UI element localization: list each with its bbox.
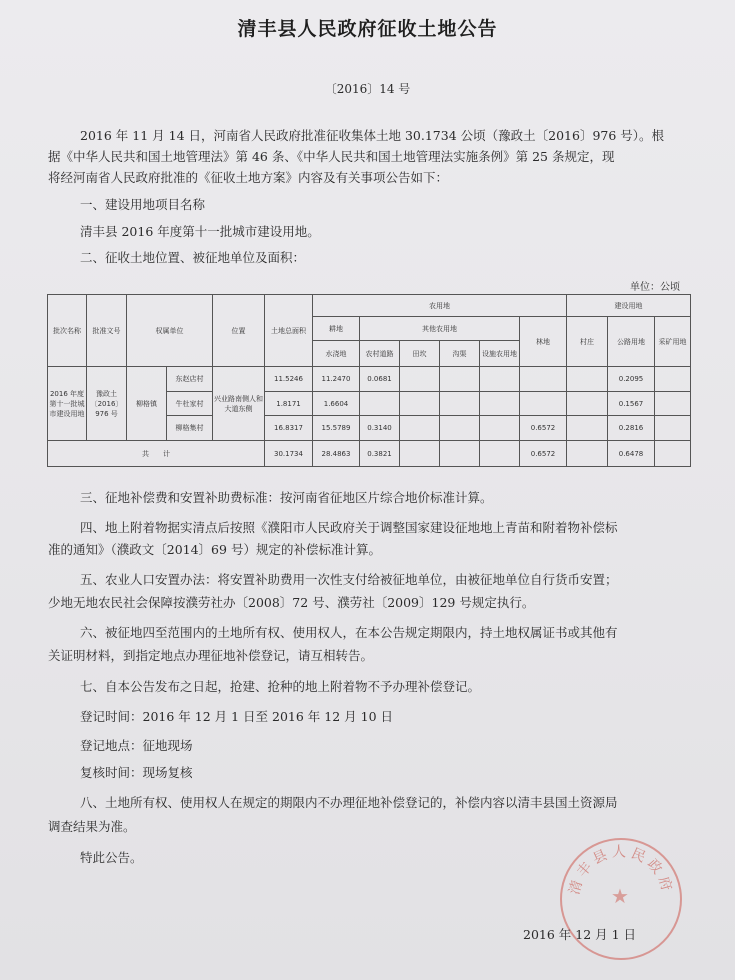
cell-village-land [567,367,608,392]
cell-highway: 0.1567 [608,392,655,416]
cell-highway: 0.6478 [608,441,655,467]
cell-irrigated: 1.6604 [313,392,360,416]
document-title: 清丰县人民政府征收土地公告 [237,18,498,40]
cell-highway: 0.2816 [608,416,655,441]
cell-ditch [440,367,480,392]
header-forest: 林地 [520,317,567,367]
cell-field-ridge [400,367,440,392]
header-row-1 [48,295,691,317]
header-owner: 权属单位 [127,295,213,367]
cell-forest: 0.6572 [520,441,567,467]
cell-rural-road: 0.3821 [360,441,400,467]
header-field-ridge: 田坎 [400,341,440,367]
cell-mining [655,392,691,416]
review-time: 复核时间：现场复核 [80,765,193,780]
cell-facility-farm [480,416,520,441]
land-table [47,294,691,467]
header-farmland: 农用地 [313,295,567,317]
cell-mining [655,441,691,467]
cell-field-ridge [400,441,440,467]
header-irrigated: 水浇地 [313,341,360,367]
cell-forest [520,392,567,416]
cell-mining [655,367,691,392]
cell-village: 牛杜家村 [167,392,213,416]
section-6-line-1: 六、被征地四至范围内的土地所有权、使用权人，在本公告规定期限内，持土地权属证书或其他有 [80,625,618,640]
cell-rural-road [360,392,400,416]
cell-location: 兴业路南侧人和大道东侧 [213,367,265,441]
section-8-line-1: 八、土地所有权、使用权人在规定的期限内不办理征地补偿登记的，补偿内容以清丰县国土资源局 [80,795,618,810]
header-cultivated: 耕地 [313,317,360,341]
cell-village-land [567,441,608,467]
intro-line-1: 2016 年 11 月 14 日，河南省人民政府批准征收集体土地 30.1734 公顷（豫政土〔2016〕976 号）。根 [80,128,665,143]
header-facility-farm: 设施农用地 [480,341,520,367]
header-location: 位置 [213,295,265,367]
section-7: 七、自本公告发布之日起，抢建、抢种的地上附着物不予办理补偿登记。 [80,679,481,694]
seal-star-icon: ★ [611,884,629,908]
header-highway: 公路用地 [608,317,655,367]
section-4-line-2: 准的通知》（濮政文〔2014〕69 号）规定的补偿标准计算。 [48,542,381,557]
cell-irrigated: 11.2470 [313,367,360,392]
cell-total: 16.8317 [265,416,313,441]
registration-place: 登记地点：征地现场 [80,738,193,753]
section-4-line-1: 四、地上附着物据实清点后按照《濮阳市人民政府关于调整国家建设征地地上青苗和附着物补偿标 [80,520,618,535]
registration-time: 登记时间：2016 年 12 月 1 日至 2016 年 12 月 10 日 [80,709,394,724]
intro-line-2: 据《中华人民共和国土地管理法》第 46 条、《中华人民共和国土地管理法实施条例》第 25 条规定，现 [48,149,615,164]
cell-total-label: 共 计 [48,441,265,467]
cell-field-ridge [400,392,440,416]
section-5-line-2: 少地无地农民社会保障按濮劳社办〔2008〕72 号、濮劳社〔2009〕129 号规定执行。 [48,595,535,610]
section-8-line-2: 调查结果为准。 [48,819,136,834]
cell-rural-road: 0.3140 [360,416,400,441]
cell-total: 1.8171 [265,392,313,416]
header-total-area: 土地总面积 [265,295,313,367]
cell-field-ridge [400,416,440,441]
unit-label: 单位：公顷 [630,282,680,293]
cell-batch: 2016 年度第十一批城市建设用地 [48,367,87,441]
cell-irrigated: 28.4863 [313,441,360,467]
section-2-heading: 二、征收土地位置、被征地单位及面积： [80,250,306,265]
cell-forest [520,367,567,392]
cell-total: 30.1734 [265,441,313,467]
cell-total: 11.5246 [265,367,313,392]
seal-text: 清丰县人民政府 [566,844,676,897]
header-other-farm: 其他农用地 [360,317,520,341]
cell-mining [655,416,691,441]
cell-ditch [440,441,480,467]
cell-approval: 豫政土〔2016〕976 号 [87,367,127,441]
cell-facility-farm [480,367,520,392]
intro-line-3: 将经河南省人民政府批准的《征收土地方案》内容及有关事项公告如下： [48,170,449,185]
header-ditch: 沟渠 [440,341,480,367]
header-batch-name: 批次名称 [48,295,87,367]
closing-text: 特此公告。 [80,850,143,865]
section-1-content: 清丰县 2016 年度第十一批城市建设用地。 [80,224,320,239]
section-5-line-1: 五、农业人口安置办法：将安置补助费用一次性支付给被征地单位，由被征地单位自行货币安置； [80,572,618,587]
section-6-line-2: 关证明材料，到指定地点办理征地补偿登记，请互相转告。 [48,648,374,663]
header-village: 村庄 [567,317,608,367]
cell-facility-farm [480,392,520,416]
header-construction: 建设用地 [567,295,691,317]
section-3: 三、征地补偿费和安置补助费标准：按河南省征地区片综合地价标准计算。 [80,490,493,505]
header-approval-doc: 批准文号 [87,295,127,367]
cell-ditch [440,392,480,416]
cell-irrigated: 15.5789 [313,416,360,441]
cell-village-land [567,392,608,416]
cell-village-land [567,416,608,441]
cell-village: 柳格集村 [167,416,213,441]
document-number: 〔2016〕14 号 [324,82,411,96]
total-row [48,441,691,467]
cell-facility-farm [480,441,520,467]
cell-rural-road: 0.0681 [360,367,400,392]
header-rural-road: 农村道路 [360,341,400,367]
cell-village: 东赵店村 [167,367,213,392]
table-row [48,367,691,392]
header-mining: 采矿用地 [655,317,691,367]
issue-date: 2016 年 12 月 1 日 [523,927,637,942]
cell-forest: 0.6572 [520,416,567,441]
cell-ditch [440,416,480,441]
cell-town: 柳格镇 [127,367,167,441]
cell-highway: 0.2095 [608,367,655,392]
section-1-heading: 一、建设用地项目名称 [80,197,206,212]
